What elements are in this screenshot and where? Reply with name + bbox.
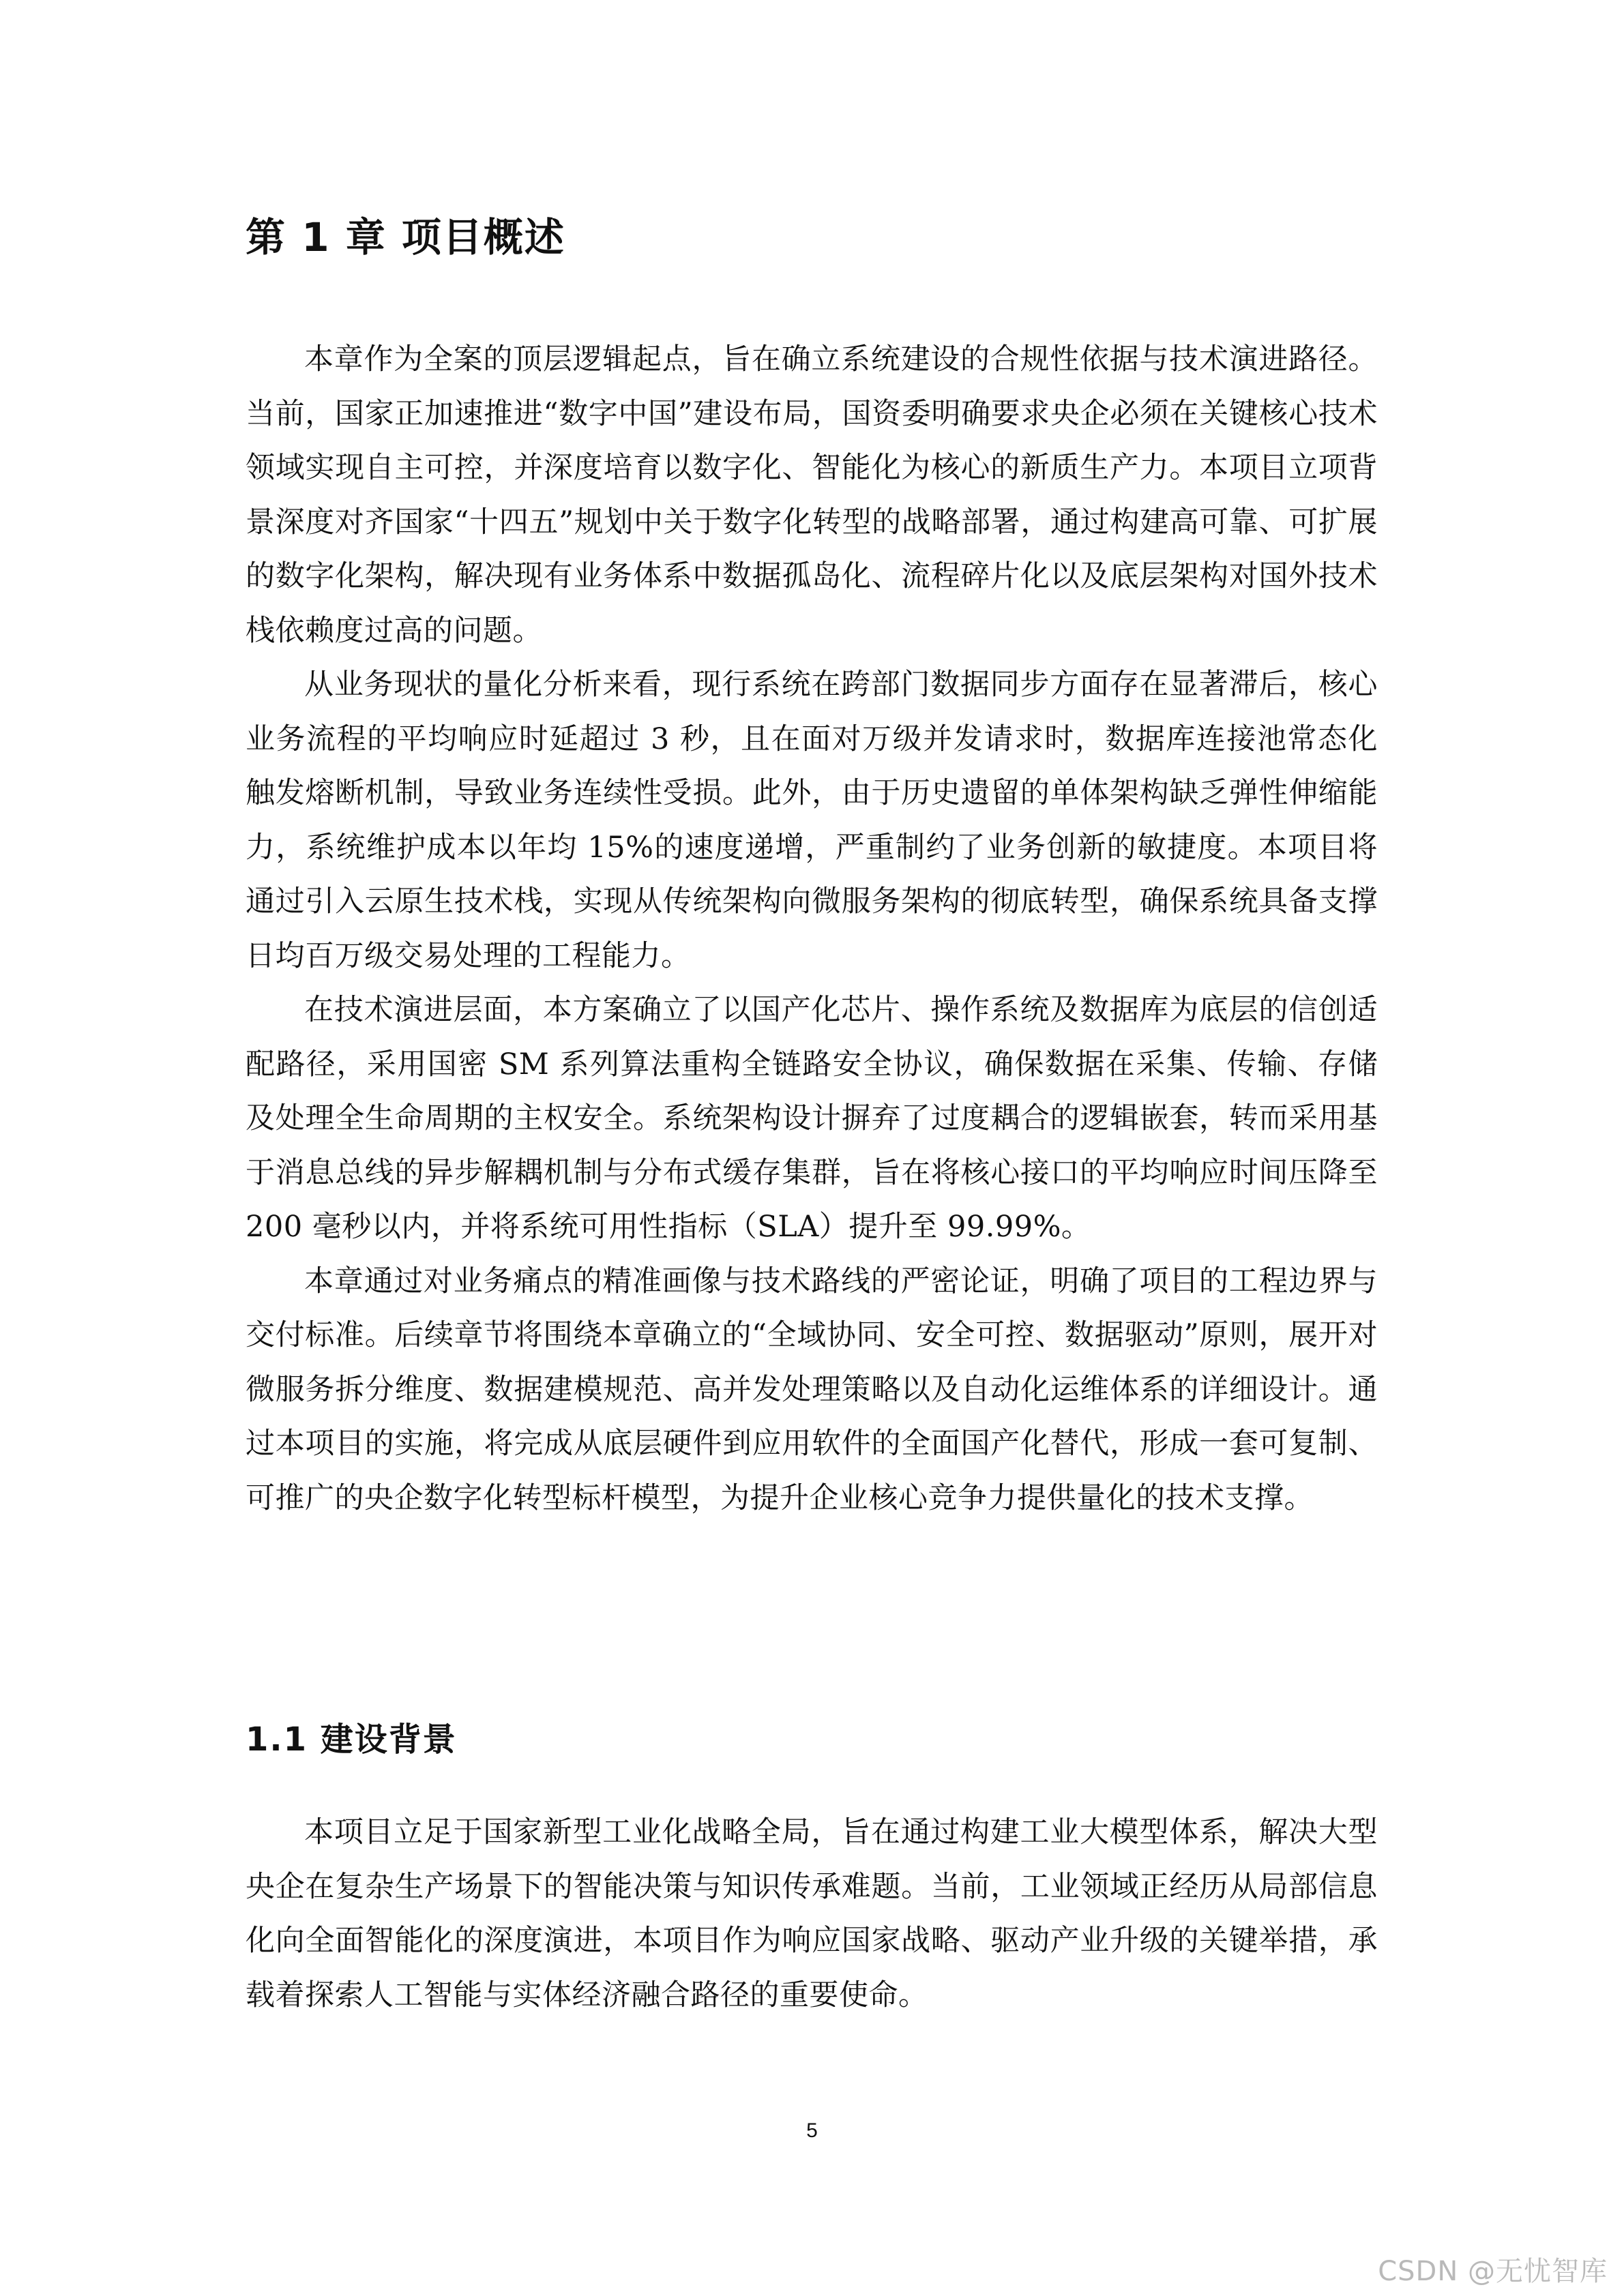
paragraph: 本章通过对业务痛点的精准画像与技术路线的严密论证，明确了项目的工程边界与交付标准。后续章节将围绕本章确立的“全域协同、安全可控、数据驱动”原则，展开对微服务拆分维度、数据建模规范、高并发处理策略以及自动化运维体系的详细设计。通过本项目的实施，将完成从底层硬件到应用软件的全面国产化替代，形成一套可复制、可推广的央企数字化转型标杆模型，为提升企业核心竞争力提供量化的技术支撑。 [246, 1264, 1378, 1515]
chapter-title: 第 1 章 项目概述 [246, 214, 565, 260]
paragraph: 在技术演进层面，本方案确立了以国产化芯片、操作系统及数据库为底层的信创适配路径，采用国密 SM 系列算法重构全链路安全协议，确保数据在采集、传输、存储及处理全生命周期的主权安全。系统架构设计摒弃了过度耦合的逻辑嵌套，转而采用基于消息总线的异步解耦机制与分布式缓存集群，旨在将核心接口的平均响应时间压降至 200 毫秒以内，并将系统可用性指标（SLA）提升至 99.99%。 [246, 993, 1378, 1244]
chapter-body [246, 333, 1378, 1525]
page-number: 5 [806, 2119, 818, 2142]
section-title: 1.1 建设背景 [246, 1720, 457, 1759]
section-body [246, 1806, 1378, 2023]
paragraph: 从业务现状的量化分析来看，现行系统在跨部门数据同步方面存在显著滞后，核心业务流程的平均响应时延超过 3 秒，且在面对万级并发请求时，数据库连接池常态化触发熔断机制，导致业务连续性受损。此外，由于历史遗留的单体架构缺乏弹性伸缩能力，系统维护成本以年均 15%的速度递增，严重制约了业务创新的敏捷度。本项目将通过引入云原生技术栈，实现从传统架构向微服务架构的彻底转型，确保系统具备支撑日均百万级交易处理的工程能力。 [246, 668, 1378, 973]
watermark: CSDN @无忧智库 [1378, 2256, 1608, 2287]
paragraph: 本章作为全案的顶层逻辑起点，旨在确立系统建设的合规性依据与技术演进路径。当前，国家正加速推进“数字中国”建设布局，国资委明确要求央企必须在关键核心技术领域实现自主可控，并深度培育以数字化、智能化为核心的新质生产力。本项目立项背景深度对齐国家“十四五”规划中关于数字化转型的战略部署，通过构建高可靠、可扩展的数字化架构，解决现有业务体系中数据孤岛化、流程碎片化以及底层架构对国外技术栈依赖度过高的问题。 [246, 342, 1378, 648]
paragraph: 本项目立足于国家新型工业化战略全局，旨在通过构建工业大模型体系，解决大型央企在复杂生产场景下的智能决策与知识传承难题。当前，工业领域正经历从局部信息化向全面智能化的深度演进，本项目作为响应国家战略、驱动产业升级的关键举措，承载着探索人工智能与实体经济融合路径的重要使命。 [246, 1815, 1378, 2012]
